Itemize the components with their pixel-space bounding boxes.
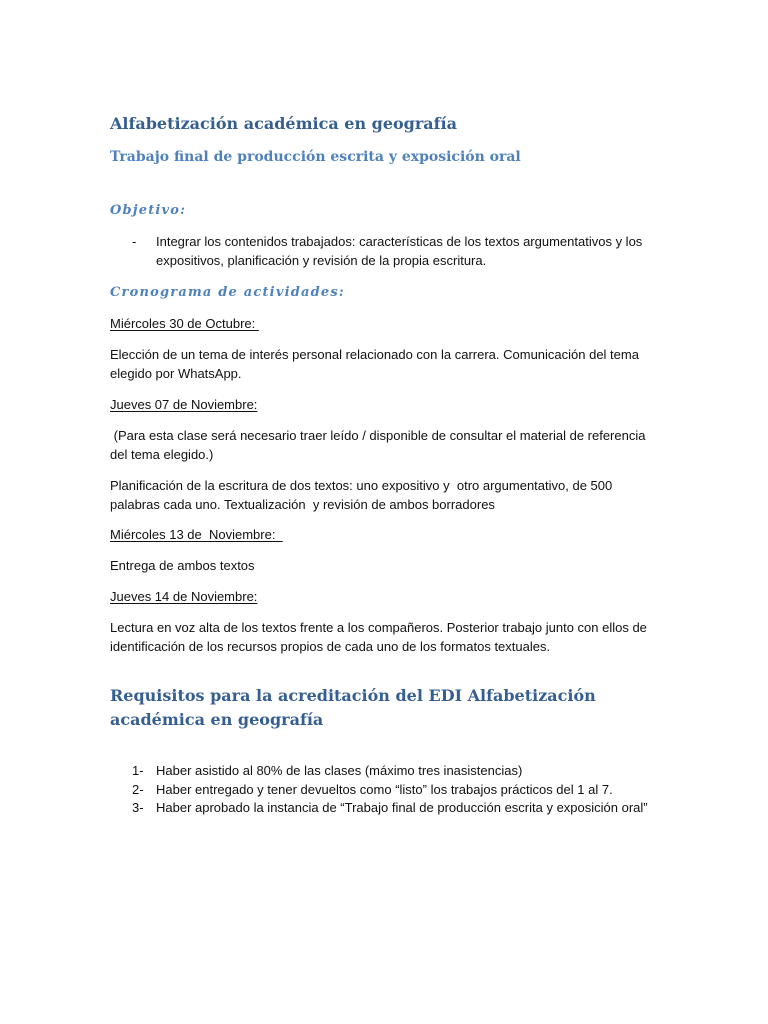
objective-heading: Objetivo: bbox=[110, 203, 187, 218]
number-marker: 2- bbox=[132, 781, 144, 797]
schedule-date-4: Jueves 14 de Noviembre: bbox=[110, 589, 258, 604]
requirements-list bbox=[110, 762, 670, 818]
requirement-text: Haber asistido al 80% de las clases (máximo tres inasistencias) bbox=[156, 763, 523, 778]
dash-bullet-marker: - bbox=[132, 234, 137, 249]
list-item bbox=[110, 762, 670, 781]
requirement-text: Haber aprobado la instancia de “Trabajo final de producción escrita y exposición oral” bbox=[156, 800, 648, 815]
number-marker: 1- bbox=[132, 763, 144, 778]
schedule-paragraph: Entrega de ambos textos bbox=[110, 558, 255, 573]
list-item bbox=[110, 233, 655, 270]
document-title: Alfabetización académica en geografía bbox=[110, 114, 457, 133]
document-subtitle: Trabajo final de producción escrita y exposición oral bbox=[110, 149, 521, 165]
schedule-date-3: Miércoles 13 de Noviembre: bbox=[110, 527, 283, 542]
schedule-date-2: Jueves 07 de Noviembre: bbox=[110, 397, 258, 412]
list-item bbox=[110, 781, 670, 800]
schedule-heading: Cronograma de actividades: bbox=[110, 285, 345, 300]
list-item bbox=[110, 799, 670, 818]
schedule-paragraph: Lectura en voz alta de los textos frente a los compañeros. Posterior trabajo junto con ellos de identificación de los recursos propios de cada uno de los formatos textuales. bbox=[110, 620, 647, 654]
schedule-date-1: Miércoles 30 de Octubre: bbox=[110, 316, 259, 331]
number-marker: 3- bbox=[132, 800, 144, 815]
schedule-paragraph: Elección de un tema de interés personal relacionado con la carrera. Comunicación del tema elegido por WhatsApp. bbox=[110, 347, 639, 381]
objective-text: Integrar los contenidos trabajados: características de los textos argumentativos y los expositivos, planificación y revisión de la propia escritura. bbox=[156, 234, 643, 268]
requirement-text: Haber entregado y tener devueltos como “listo” los trabajos prácticos del 1 al 7. bbox=[156, 781, 613, 797]
schedule-paragraph: Planificación de la escritura de dos textos: uno expositivo y otro argumentativo, de 500 palabras cada uno. Textualización y revisión de ambos borradores bbox=[110, 478, 616, 512]
schedule-paragraph: (Para esta clase será necesario traer leído / disponible de consultar el material de referencia del tema elegido.) bbox=[110, 428, 650, 462]
requirements-heading: Requisitos para la acreditación del EDI Alfabetización académica en geografía bbox=[110, 686, 596, 729]
objective-list bbox=[110, 233, 655, 270]
